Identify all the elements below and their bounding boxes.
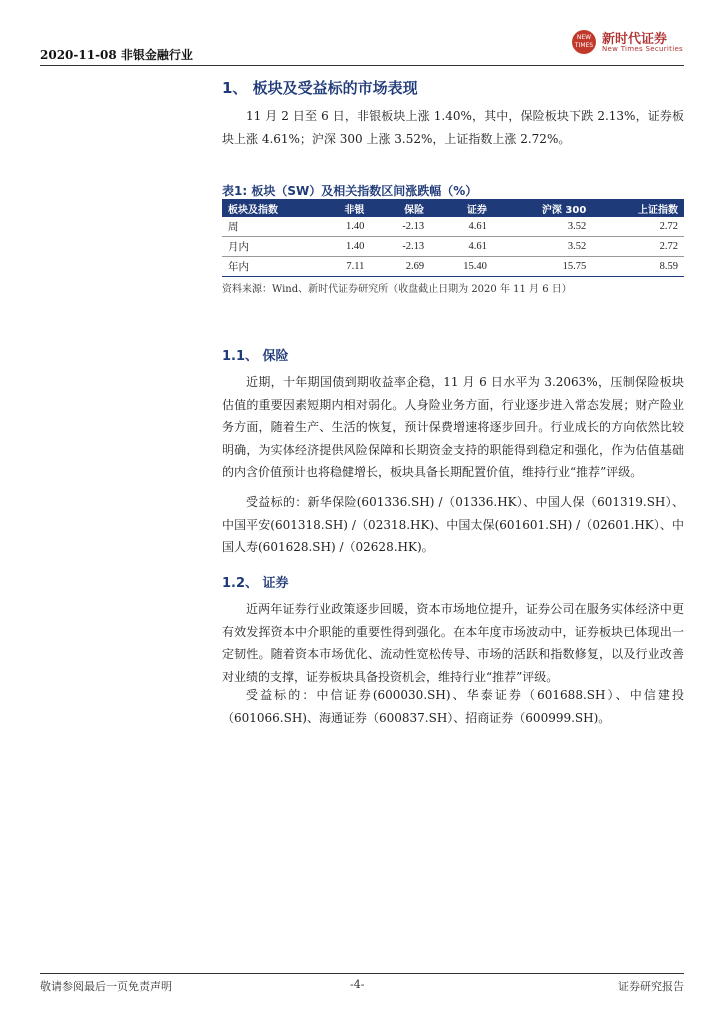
section-1-title: 1、 板块及受益标的市场表现: [222, 79, 418, 97]
table-cell: 15.40: [430, 257, 493, 277]
table-cell: 2.72: [592, 237, 684, 257]
logo-mark: NEW TIMES: [572, 30, 596, 54]
page-number: -4-: [350, 978, 365, 991]
section-1-1-paragraph-2: 受益标的：新华保险(601336.SH) /（01336.HK）、中国人保（601319.SH）、中国平安(601318.SH) /（02318.HK)、中国太保(601601.SH) /（02601.HK）、中国人寿(601628.SH) /（02628.HK)。: [222, 495, 684, 554]
table-title: 表1: 板块（SW）及相关指数区间涨跌幅（%）: [222, 184, 478, 198]
table-header-cell: 非银: [314, 199, 370, 217]
header-divider: [40, 65, 684, 66]
table-row: [222, 217, 684, 237]
table-cell: 2.72: [592, 217, 684, 237]
company-logo: [572, 28, 684, 58]
table-row: [222, 237, 684, 257]
header-date-sector: 2020-11-08 非银金融行业: [40, 48, 193, 62]
footer-report-type: 证券研究报告: [618, 980, 684, 993]
section-1-paragraph: 11 月 2 日至 6 日，非银板块上涨 1.40%，其中，保险板块下跌 2.13%，证券板块上涨 4.61%；沪深 300 上涨 3.52%，上证指数上涨 2.72%。: [222, 109, 684, 146]
table-cell: 2.69: [370, 257, 430, 277]
logo-english-name: New Times Securities: [602, 45, 683, 53]
table-cell: 7.11: [314, 257, 370, 277]
table-cell: 周: [222, 217, 314, 237]
page-header: [40, 28, 684, 64]
section-1-2-paragraph-1: 近两年证券行业政策逐步回暖，资本市场地位提升，证券公司在服务实体经济中更有效发挥资本中介职能的重要性得到强化。在本年度市场波动中，证券板块已体现出一定韧性。随着资本市场优化、流动性宽松传导、市场的活跃和指数修复，以及行业改善对业绩的支撑，证券板块具备投资机会，维持行业“推荐”评级。: [222, 602, 684, 684]
table-header-cell: 沪深 300: [493, 199, 592, 217]
table-header-cell: 证券: [430, 199, 493, 217]
table-cell: 4.61: [430, 237, 493, 257]
table-cell: 1.40: [314, 217, 370, 237]
section-1-2-title: 1.2、 证券: [222, 576, 289, 591]
table-cell: -2.13: [370, 217, 430, 237]
footer-divider: [40, 973, 684, 974]
table-header-cell: 保险: [370, 199, 430, 217]
logo-chinese-name: 新时代证券: [602, 32, 668, 47]
table-cell: 3.52: [493, 217, 592, 237]
table-row: [222, 257, 684, 277]
table-cell: 月内: [222, 237, 314, 257]
performance-table: [222, 199, 684, 277]
section-1-2-paragraph-2: 受益标的：中信证券(600030.SH)、华泰证券（601688.SH）、中信建投（601066.SH)、海通证券（600837.SH）、招商证券（600999.SH)。: [222, 688, 684, 725]
footer-disclaimer-note: 敬请参阅最后一页免责声明: [40, 980, 172, 993]
table-header-row: [222, 199, 684, 217]
table-cell: 4.61: [430, 217, 493, 237]
table-cell: 15.75: [493, 257, 592, 277]
table-cell: 年内: [222, 257, 314, 277]
table-cell: -2.13: [370, 237, 430, 257]
table-cell: 8.59: [592, 257, 684, 277]
table-source-note: 资料来源：Wind、新时代证券研究所（收盘截止日期为 2020 年 11 月 6 日）: [222, 284, 572, 295]
table-header-cell: 板块及指数: [222, 199, 314, 217]
section-1-1-paragraph-1: 近期，十年期国债到期收益率企稳，11 月 6 日水平为 3.2063%，压制保险板块估值的重要因素短期内相对弱化。人身险业务方面，行业逐步进入常态发展；财产险业务方面，随着生产、生活的恢复，预计保费增速将逐步回升。行业成长的方向依然比较明确，为实体经济提供风险保障和长期资金支持的职能得到稳定和强化，作为估值基础的内含价值预计也将稳健增长，板块具备长期配置价值，维持行业“推荐”评级。: [222, 375, 684, 479]
table-cell: 3.52: [493, 237, 592, 257]
table-cell: 1.40: [314, 237, 370, 257]
section-1-1-title: 1.1、 保险: [222, 349, 289, 364]
table-header-cell: 上证指数: [592, 199, 684, 217]
